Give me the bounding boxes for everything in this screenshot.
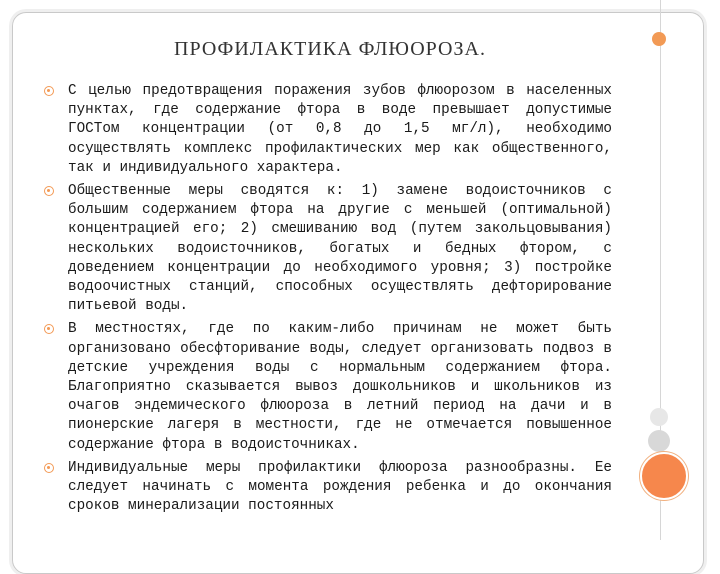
bullet-paragraph-2 <box>42 182 612 316</box>
bullet-paragraph-4 <box>42 459 612 517</box>
bullet-paragraph-1 <box>42 82 612 178</box>
bullet-paragraph-3 <box>42 320 612 454</box>
paragraph-text: С целью предотвращения поражения зубов флюорозом в населенных пунктах, где содержание фтора в воде превышает допустимые ГОСТом концентрации (от 0,8 до 1,5 мг/л), необходимо осуществлять комплекс профилактических мер как общественного, так и индивидуального характера. <box>68 83 612 176</box>
paragraph-text: Общественные меры сводятся к: 1) замене водоисточников с большим содержанием фтора на другие с меньшей (оптимальной) концентрацией его; 2) смешиванию вод (путем закольцовывания) нескольких водоисточников, богатых и бедных фтором, с доведением концентрации до необходимого уровня; 3) постройке водоочистных станций, способных осуществлять дефторирование питьевой воды. <box>68 183 612 315</box>
bullet-icon <box>44 186 54 196</box>
paragraph-text: Индивидуальные меры профилактики флюороза разнообразны. Ее следует начинать с момента рождения ребенка и до окончания сроков минерализации постоянных <box>68 459 612 515</box>
decorative-circle-small <box>650 408 668 426</box>
decorative-circle-large <box>640 452 688 500</box>
decorative-circle-medium <box>648 430 670 452</box>
slide-content <box>42 82 612 520</box>
bullet-icon <box>44 324 54 334</box>
slide-title: ПРОФИЛАКТИКА ФЛЮОРОЗА. <box>174 38 486 60</box>
bullet-icon <box>44 86 54 96</box>
bullet-icon <box>44 463 54 473</box>
paragraph-text: В местностях, где по каким-либо причинам не может быть организовано обесфторивание воды, следует организовать подвоз в детские учреждения воды с нормальным содержанием фтора. Благоприятно сказывается вывоз дошкольников и школьников из очагов эндемического флюороза в летний период на дачи и в пионерские лагеря в местности, где не отмечается повышенное содержание фтора в водоисточниках. <box>68 321 612 453</box>
